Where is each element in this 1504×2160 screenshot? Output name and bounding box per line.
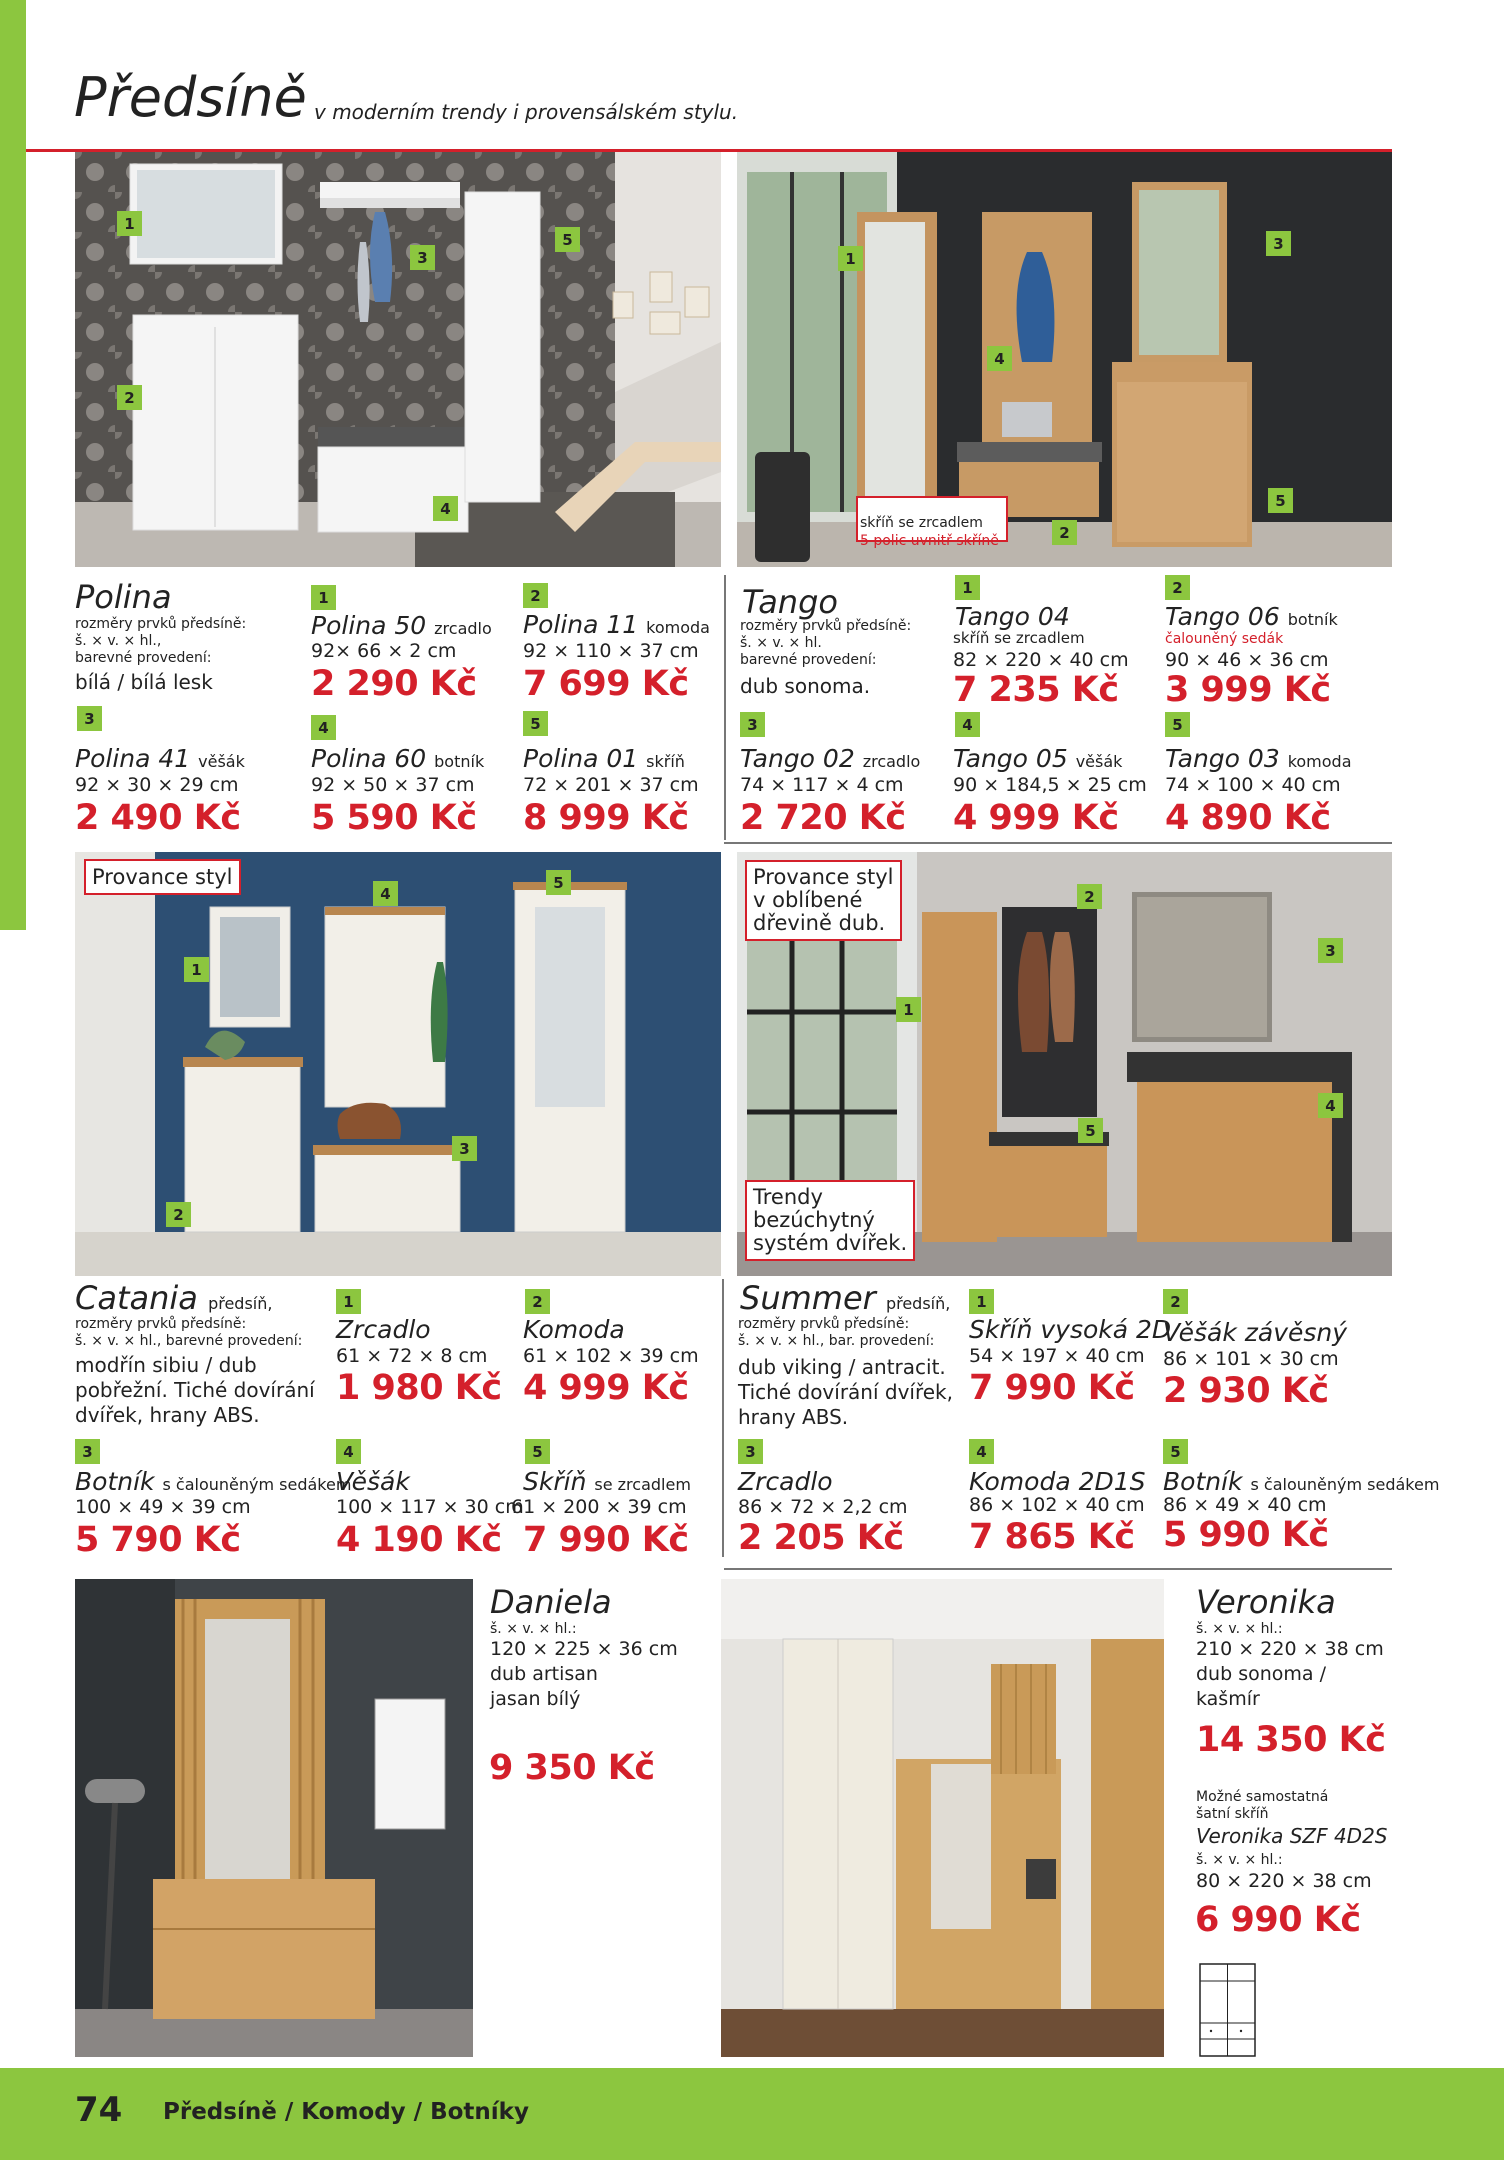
tango-name: Tango bbox=[742, 583, 838, 621]
tango-badge-5: 5 bbox=[1165, 712, 1190, 737]
tango-photo-badge-3: 3 bbox=[1266, 231, 1291, 256]
tango-item-4-name: Tango 05 věšák bbox=[953, 744, 1123, 773]
summer-photo-badge-3: 3 bbox=[1318, 938, 1343, 963]
polina-finish: bílá / bílá lesk bbox=[75, 670, 213, 694]
summer-item-5-name: Botník s čalouněným sedákem bbox=[1163, 1467, 1440, 1496]
polina-item-5-name: Polina 01 skříň bbox=[523, 744, 685, 773]
veronika-photo bbox=[721, 1579, 1164, 2057]
polina-photo-badge-3: 3 bbox=[410, 245, 435, 270]
polina-badge-5: 5 bbox=[523, 711, 548, 736]
summer-finish-2: Tiché dovírání dvířek, bbox=[738, 1380, 953, 1404]
column-divider-middle bbox=[722, 1279, 724, 1557]
summer-item-1-name: Skříň vysoká 2D bbox=[969, 1315, 1172, 1344]
polina-item-3-name: Polina 41 věšák bbox=[75, 744, 245, 773]
catania-callout: Provance styl bbox=[84, 859, 241, 895]
summer-item-5-dims: 86 × 49 × 40 cm bbox=[1163, 1494, 1327, 1516]
daniela-dims: 120 × 225 × 36 cm bbox=[490, 1638, 678, 1660]
polina-badge-2: 2 bbox=[523, 583, 548, 608]
polina-item-2-name: Polina 11 komoda bbox=[523, 610, 710, 639]
veronika-dims: 210 × 220 × 38 cm bbox=[1196, 1638, 1384, 1660]
tango-item-1-dims: 82 × 220 × 40 cm bbox=[953, 649, 1129, 671]
summer-callout-1-line1: Provance styl bbox=[753, 865, 894, 889]
catania-item-1-dims: 61 × 72 × 8 cm bbox=[336, 1345, 488, 1367]
summer-item-2-price: 2 930 Kč bbox=[1163, 1371, 1329, 1411]
catania-badge-5: 5 bbox=[525, 1439, 550, 1464]
catania-item-1-price: 1 980 Kč bbox=[336, 1368, 502, 1408]
veronika-extra-name: Veronika SZF 4D2S bbox=[1196, 1824, 1388, 1848]
tango-callout-line1: skříň se zrcadlem bbox=[860, 515, 983, 531]
row-divider-1 bbox=[724, 842, 1392, 844]
summer-info2: š. × v. × hl., bar. provedení: bbox=[738, 1333, 935, 1349]
catania-badge-3: 3 bbox=[75, 1439, 100, 1464]
summer-item-3-dims: 86 × 72 × 2,2 cm bbox=[738, 1496, 908, 1518]
polina-photo-badge-2: 2 bbox=[117, 385, 142, 410]
catania-finish-3: dvířek, hrany ABS. bbox=[75, 1403, 260, 1427]
column-divider-top bbox=[724, 575, 726, 840]
tango-item-2-price: 3 999 Kč bbox=[1165, 670, 1331, 710]
veronika-info: š. × v. × hl.: bbox=[1196, 1621, 1283, 1637]
catania-photo-badge-5: 5 bbox=[546, 870, 571, 895]
tango-item-2-name: Tango 06 botník bbox=[1165, 602, 1338, 631]
polina-item-2-dims: 92 × 110 × 37 cm bbox=[523, 640, 699, 662]
tango-item-3-price: 2 720 Kč bbox=[740, 798, 906, 838]
summer-callout-1-line2: v oblíbené bbox=[753, 888, 863, 912]
summer-name: Summer předsíň, bbox=[740, 1279, 951, 1317]
veronika-extra-1: Možné samostatná bbox=[1196, 1789, 1329, 1805]
summer-finish-3: hrany ABS. bbox=[738, 1405, 849, 1429]
tango-badge-3: 3 bbox=[740, 712, 765, 737]
tango-item-3-dims: 74 × 117 × 4 cm bbox=[740, 774, 904, 796]
summer-callout-1-line3: dřevině dub. bbox=[753, 911, 886, 935]
catania-item-2-dims: 61 × 102 × 39 cm bbox=[523, 1345, 699, 1367]
summer-item-5-price: 5 990 Kč bbox=[1163, 1515, 1329, 1555]
daniela-finish-2: jasan bílý bbox=[490, 1688, 581, 1710]
catania-item-5-dims: 61 × 200 × 39 cm bbox=[511, 1496, 687, 1518]
catania-finish-2: pobřežní. Tiché dovírání bbox=[75, 1378, 315, 1402]
catania-item-1-name: Zrcadlo bbox=[336, 1315, 431, 1344]
polina-photo-badge-4: 4 bbox=[433, 496, 458, 521]
catania-photo-badge-2: 2 bbox=[166, 1202, 191, 1227]
page-number: 74 bbox=[75, 2090, 123, 2130]
summer-photo-badge-5: 5 bbox=[1078, 1118, 1103, 1143]
summer-callout-2-line2: bezúchytný bbox=[753, 1208, 875, 1232]
daniela-price: 9 350 Kč bbox=[489, 1748, 655, 1788]
summer-callout-1 bbox=[745, 860, 902, 941]
summer-finish-1: dub viking / antracit. bbox=[738, 1355, 946, 1379]
tango-item-3-name: Tango 02 zrcadlo bbox=[740, 744, 921, 773]
tango-photo-badge-2: 2 bbox=[1052, 520, 1077, 545]
summer-item-3-price: 2 205 Kč bbox=[738, 1518, 904, 1558]
catania-name: Catania předsíň, bbox=[75, 1279, 273, 1317]
catania-item-3-price: 5 790 Kč bbox=[75, 1520, 241, 1560]
tango-info3: barevné provedení: bbox=[740, 652, 877, 668]
tango-photo bbox=[737, 152, 1392, 567]
tango-badge-1: 1 bbox=[955, 575, 980, 600]
catania-item-2-name: Komoda bbox=[523, 1315, 625, 1344]
catania-photo-badge-4: 4 bbox=[373, 881, 398, 906]
tango-badge-4: 4 bbox=[955, 712, 980, 737]
tango-item-5-price: 4 890 Kč bbox=[1165, 798, 1331, 838]
veronika-name: Veronika bbox=[1196, 1583, 1336, 1621]
footer-section: Předsíně / Komody / Botníky bbox=[163, 2099, 529, 2125]
veronika-extra-2: šatní skříň bbox=[1196, 1806, 1269, 1822]
tango-photo-badge-1: 1 bbox=[838, 246, 863, 271]
daniela-name: Daniela bbox=[490, 1583, 612, 1621]
tango-finish: dub sonoma. bbox=[740, 674, 871, 698]
polina-item-4-dims: 92 × 50 × 37 cm bbox=[311, 774, 475, 796]
polina-info: rozměry prvků předsíně: bbox=[75, 616, 247, 632]
veronika-price: 14 350 Kč bbox=[1196, 1720, 1386, 1760]
polina-photo-badge-1: 1 bbox=[117, 211, 142, 236]
catania-photo-badge-1: 1 bbox=[184, 957, 209, 982]
polina-item-2-price: 7 699 Kč bbox=[523, 664, 689, 704]
side-accent-bar bbox=[0, 0, 26, 930]
tango-item-5-dims: 74 × 100 × 40 cm bbox=[1165, 774, 1341, 796]
tango-item-4-price: 4 999 Kč bbox=[953, 798, 1119, 838]
catania-item-4-price: 4 190 Kč bbox=[336, 1520, 502, 1560]
polina-photo bbox=[75, 152, 721, 567]
polina-info3: barevné provedení: bbox=[75, 650, 212, 666]
polina-name: Polina bbox=[75, 578, 172, 616]
tango-badge-2: 2 bbox=[1165, 575, 1190, 600]
catania-info2: š. × v. × hl., barevné provedení: bbox=[75, 1333, 303, 1349]
tango-item-5-name: Tango 03 komoda bbox=[1165, 744, 1352, 773]
catania-item-5-price: 7 990 Kč bbox=[523, 1520, 689, 1560]
summer-callout-2-line3: systém dvířek. bbox=[753, 1231, 908, 1255]
summer-item-1-price: 7 990 Kč bbox=[969, 1368, 1135, 1408]
wardrobe-sketch-icon bbox=[1199, 1963, 1256, 2057]
tango-photo-badge-4: 4 bbox=[987, 346, 1012, 371]
polina-item-3-price: 2 490 Kč bbox=[75, 798, 241, 838]
catania-item-3-dims: 100 × 49 × 39 cm bbox=[75, 1496, 251, 1518]
polina-badge-3: 3 bbox=[77, 706, 102, 731]
tango-callout-line2: 5 polic uvnitř skříně bbox=[860, 533, 999, 549]
catania-item-4-dims: 100 × 117 × 30 cm bbox=[336, 1496, 524, 1518]
tango-item-2-note: čalouněný sedák bbox=[1165, 631, 1284, 647]
veronika-extra-dims: 80 × 220 × 38 cm bbox=[1196, 1870, 1372, 1892]
summer-callout-2-line1: Trendy bbox=[753, 1185, 823, 1209]
catania-badge-4: 4 bbox=[336, 1439, 361, 1464]
tango-photo-badge-5: 5 bbox=[1268, 488, 1293, 513]
polina-badge-1: 1 bbox=[311, 585, 336, 610]
polina-item-1-dims: 92× 66 × 2 cm bbox=[311, 640, 457, 662]
tango-item-1-price: 7 235 Kč bbox=[953, 670, 1119, 710]
summer-badge-4: 4 bbox=[969, 1439, 994, 1464]
summer-badge-2: 2 bbox=[1163, 1289, 1188, 1314]
page-subtitle: v moderním trendy i provensálském stylu. bbox=[314, 100, 739, 124]
polina-badge-4: 4 bbox=[311, 715, 336, 740]
tango-item-1-name: Tango 04 bbox=[955, 602, 1070, 631]
polina-item-5-dims: 72 × 201 × 37 cm bbox=[523, 774, 699, 796]
veronika-finish-2: kašmír bbox=[1196, 1688, 1260, 1710]
daniela-finish-1: dub artisan bbox=[490, 1663, 598, 1685]
daniela-photo bbox=[75, 1579, 473, 2057]
polina-photo-badge-5: 5 bbox=[555, 227, 580, 252]
catania-badge-2: 2 bbox=[525, 1289, 550, 1314]
tango-info: rozměry prvků předsíně: bbox=[740, 618, 912, 634]
polina-info2: š. × v. × hl., bbox=[75, 633, 162, 649]
page-title: Předsíně bbox=[74, 66, 307, 129]
summer-photo-badge-4: 4 bbox=[1318, 1093, 1343, 1118]
summer-item-1-dims: 54 × 197 × 40 cm bbox=[969, 1345, 1145, 1367]
catania-badge-1: 1 bbox=[336, 1289, 361, 1314]
catania-item-4-name: Věšák bbox=[336, 1467, 410, 1496]
catania-item-5-name: Skříň se zrcadlem bbox=[523, 1467, 691, 1496]
row-divider-2 bbox=[724, 1568, 1392, 1570]
summer-item-2-name: Věšák závěsný bbox=[1163, 1318, 1348, 1347]
catania-finish-1: modřín sibiu / dub bbox=[75, 1353, 257, 1377]
catania-item-2-price: 4 999 Kč bbox=[523, 1368, 689, 1408]
summer-item-4-name: Komoda 2D1S bbox=[969, 1467, 1146, 1496]
polina-item-4-name: Polina 60 botník bbox=[311, 744, 485, 773]
summer-item-2-dims: 86 × 101 × 30 cm bbox=[1163, 1348, 1339, 1370]
veronika-extra-price: 6 990 Kč bbox=[1195, 1900, 1361, 1940]
tango-info2: š. × v. × hl. bbox=[740, 635, 822, 651]
veronika-extra-info: š. × v. × hl.: bbox=[1196, 1852, 1283, 1868]
catania-info: rozměry prvků předsíně: bbox=[75, 1316, 247, 1332]
summer-badge-1: 1 bbox=[969, 1289, 994, 1314]
catania-item-3-name: Botník s čalouněným sedákem bbox=[75, 1467, 352, 1496]
summer-photo-badge-2: 2 bbox=[1077, 884, 1102, 909]
polina-item-5-price: 8 999 Kč bbox=[523, 798, 689, 838]
polina-item-4-price: 5 590 Kč bbox=[311, 798, 477, 838]
daniela-info: š. × v. × hl.: bbox=[490, 1621, 577, 1637]
catania-photo-badge-3: 3 bbox=[452, 1136, 477, 1161]
polina-item-1-price: 2 290 Kč bbox=[311, 664, 477, 704]
summer-info: rozměry prvků předsíně: bbox=[738, 1316, 910, 1332]
summer-photo-badge-1: 1 bbox=[896, 997, 921, 1022]
tango-item-1-type: skříň se zrcadlem bbox=[953, 629, 1085, 647]
summer-badge-3: 3 bbox=[738, 1439, 763, 1464]
polina-item-3-dims: 92 × 30 × 29 cm bbox=[75, 774, 239, 796]
veronika-finish-1: dub sonoma / bbox=[1196, 1663, 1326, 1685]
tango-item-4-dims: 90 × 184,5 × 25 cm bbox=[953, 774, 1147, 796]
polina-item-1-name: Polina 50 zrcadlo bbox=[311, 611, 492, 640]
summer-item-4-dims: 86 × 102 × 40 cm bbox=[969, 1494, 1145, 1516]
summer-item-3-name: Zrcadlo bbox=[738, 1467, 833, 1496]
summer-callout-2 bbox=[745, 1180, 915, 1261]
tango-item-2-dims: 90 × 46 × 36 cm bbox=[1165, 649, 1329, 671]
summer-badge-5: 5 bbox=[1163, 1439, 1188, 1464]
summer-item-4-price: 7 865 Kč bbox=[969, 1517, 1135, 1557]
